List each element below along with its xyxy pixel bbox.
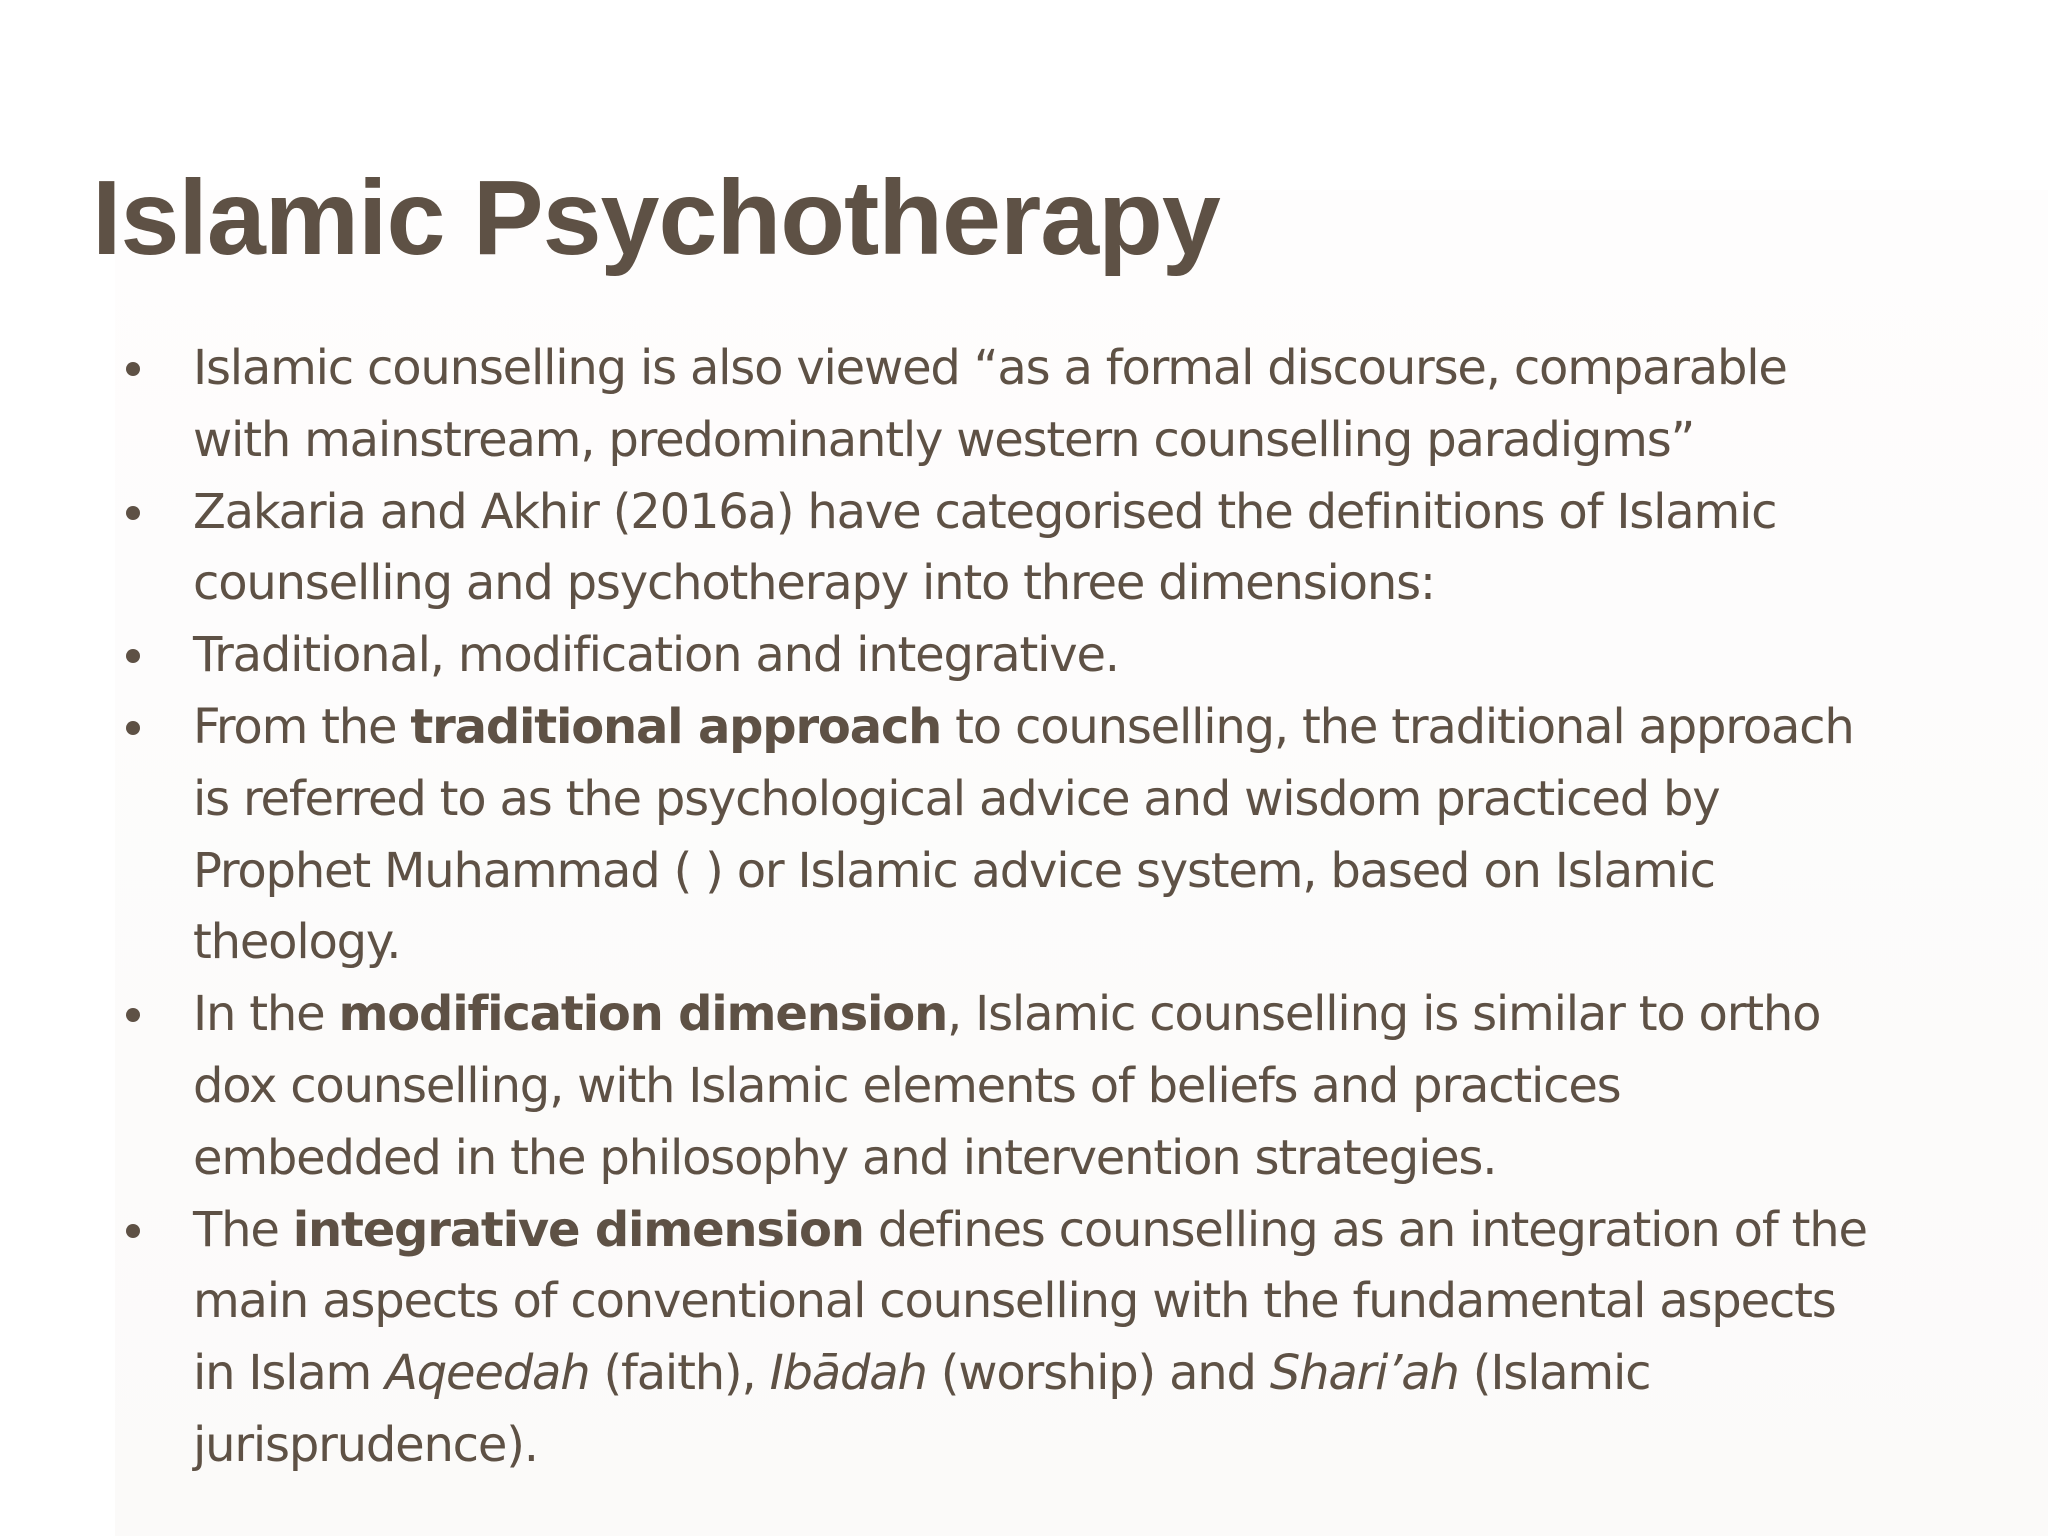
bullet-dot-icon xyxy=(126,506,140,520)
bullet-rest: , Islamic counselling is similar to ortho xyxy=(947,986,1821,1043)
bullet-item xyxy=(115,692,1995,979)
bullet-rest: to counselling, the traditional approach xyxy=(941,698,1854,755)
bullet-dot-icon xyxy=(126,1224,140,1238)
bullet-text xyxy=(193,333,1995,477)
bullet-lead: In the xyxy=(193,986,339,1043)
bullet-lead: The xyxy=(193,1201,293,1258)
bullet-line: jurisprudence). xyxy=(193,1416,538,1473)
emphasis-traditional-approach: traditional approach xyxy=(410,698,942,755)
bullet-text xyxy=(193,692,1995,979)
term-shariah: Shari’ah xyxy=(1269,1345,1459,1402)
slide-title: Islamic Psychotherapy xyxy=(92,159,1220,277)
bullet-line: main aspects of conventional counselling with the fundamental aspects xyxy=(193,1273,1836,1330)
bullet-dot-icon xyxy=(126,362,140,376)
bullet-line: Zakaria and Akhir (2016a) have categorised the definitions of Islamic xyxy=(193,483,1777,540)
term-aqeedah: Aqeedah xyxy=(385,1345,590,1402)
bullet-dot-icon xyxy=(126,649,140,663)
bullet-text xyxy=(193,620,1995,692)
bullet-line: embedded in the philosophy and intervention strategies. xyxy=(193,1129,1497,1186)
bullet-line: dox counselling, with Islamic elements of beliefs and practices xyxy=(193,1057,1621,1114)
bullet-item xyxy=(115,333,1995,477)
bullet-line: theology. xyxy=(193,914,401,971)
bullet-line: Islamic counselling is also viewed “as a formal discourse, comparable xyxy=(193,340,1787,396)
bullet-line: Traditional, modification and integrative. xyxy=(193,627,1119,684)
bullet-text xyxy=(193,979,1995,1194)
bullet-list xyxy=(115,333,1995,1482)
emphasis-integrative-dimension: integrative dimension xyxy=(292,1201,864,1258)
bullet-line-part: (faith), xyxy=(589,1345,770,1402)
bullet-line: Prophet Muhammad ( ) or Islamic advice system, based on Islamic xyxy=(193,842,1715,899)
bullet-line-part: in Islam xyxy=(193,1345,386,1402)
bullet-dot-icon xyxy=(126,721,140,735)
bullet-rest: defines counselling as an integration of the xyxy=(863,1201,1867,1258)
bullet-item xyxy=(115,1195,1995,1482)
bullet-text xyxy=(193,1195,1995,1482)
bullet-line: is referred to as the psychological advice and wisdom practiced by xyxy=(193,770,1720,827)
bullet-line-part: (worship) and xyxy=(926,1345,1270,1402)
emphasis-modification-dimension: modification dimension xyxy=(338,986,948,1043)
bullet-item xyxy=(115,620,1995,692)
bullet-dot-icon xyxy=(126,1008,140,1022)
bullet-item xyxy=(115,979,1995,1194)
term-ibadah: Ibādah xyxy=(769,1345,927,1402)
bullet-line: with mainstream, predominantly western counselling paradigms” xyxy=(193,411,1695,468)
bullet-item xyxy=(115,477,1995,621)
bullet-line: counselling and psychotherapy into three dimensions: xyxy=(193,555,1435,612)
bullet-text xyxy=(193,477,1995,621)
bullet-lead: From the xyxy=(193,698,411,755)
bullet-line-part: (Islamic xyxy=(1458,1345,1651,1402)
